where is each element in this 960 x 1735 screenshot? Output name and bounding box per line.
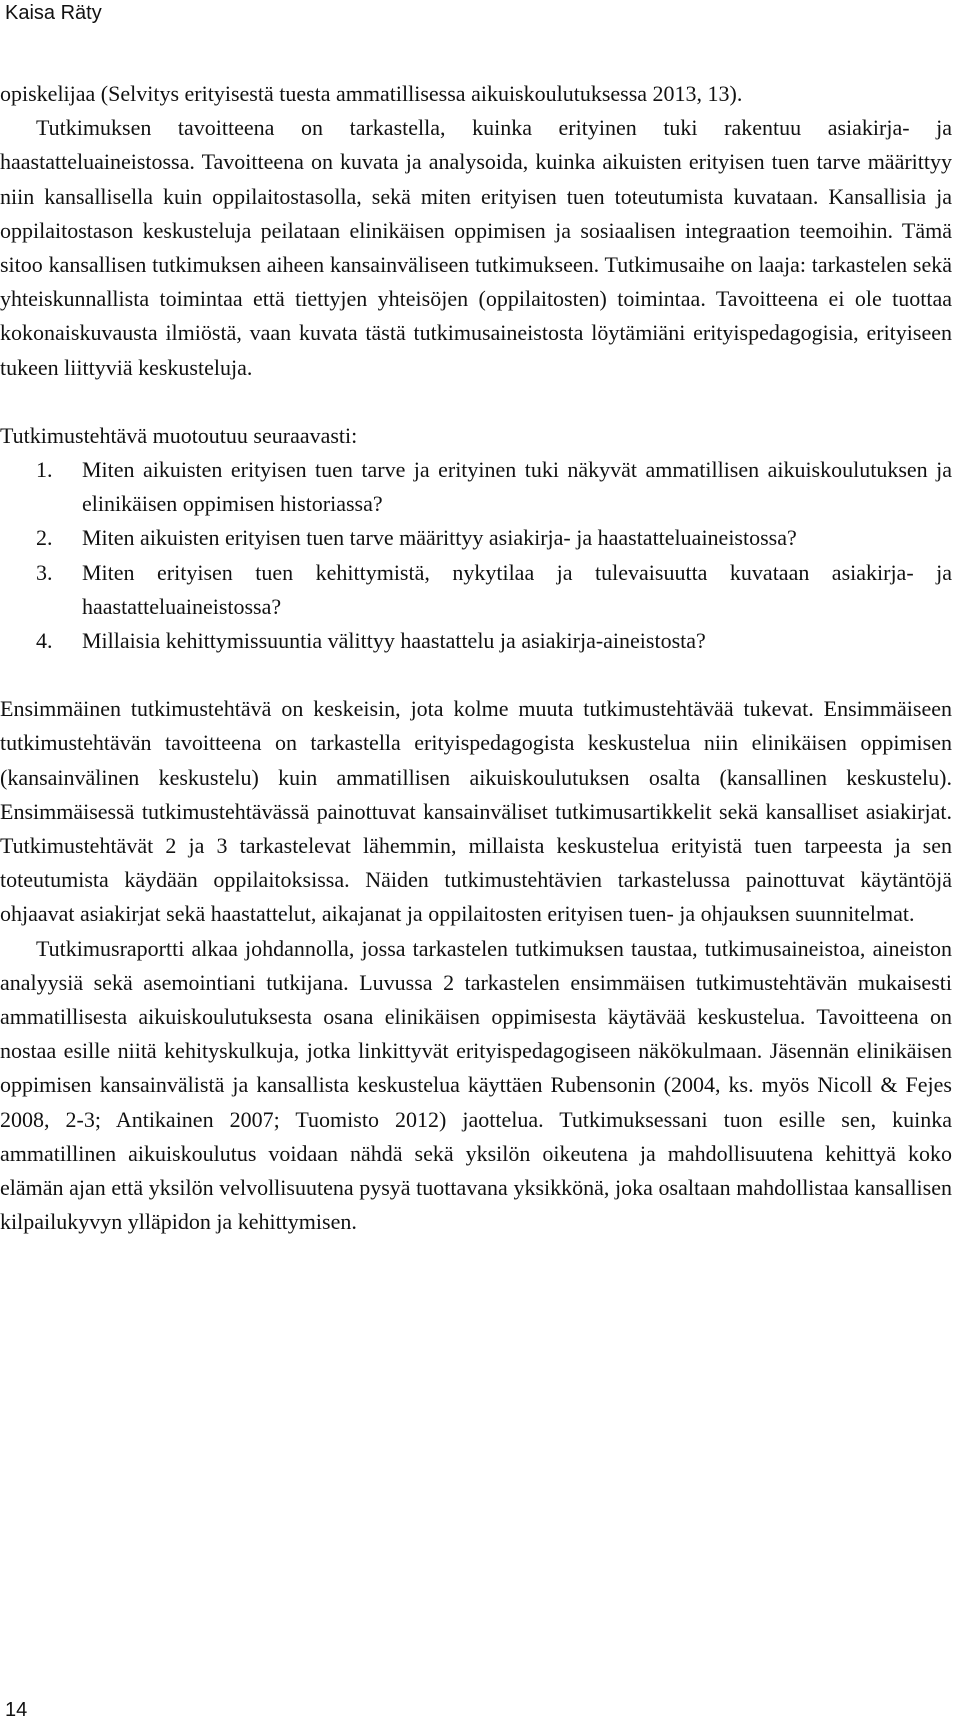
- research-task-item: [36, 521, 952, 555]
- task-number: 2.: [36, 525, 53, 551]
- task-number: 1.: [36, 457, 53, 483]
- task-number: 3.: [36, 559, 53, 585]
- research-task-list: [0, 453, 952, 658]
- page-number: 14: [5, 1699, 28, 1721]
- task-number: 4.: [36, 628, 53, 654]
- task-text: Miten aikuisten erityisen tuen tarve määrittyy asiakirja- ja haastatteluaineistossa?: [82, 525, 797, 551]
- body-text: [0, 77, 952, 1240]
- research-task-item: [36, 624, 952, 658]
- paragraph-primary-task: Ensimmäinen tutkimustehtävä on keskeisin, jota kolme muuta tutkimustehtävää tukevat. Ensimmäiseen tutkimustehtävän tavoitteena on tarkastella erityispedagogista keskustelua niin elinikäisen oppimisen (kansainvälinen keskustelu) kuin ammatillisen aikuiskoulutuksen osalta (kansallinen keskustelu). Ensimmäisessä tutkimustehtävässä painottuvat kansainväliset tutkimusartikkelit sekä kansalliset asiakirjat. Tutkimustehtävät 2 ja 3 tarkastelevat lähemmin, millaista keskustelua erityistä tuen tarpeesta ja sen toteutumista käydään oppilaitoksissa. Näiden tutkimustehtävien tarkastelussa painottuvat käytäntöjä ohjaavat asiakirjat sekä haastattelut, aikajanat ja oppilaitosten erityisen tuen- ja ohjauksen suunnitelmat.: [0, 696, 952, 927]
- research-task-item: [36, 453, 952, 521]
- task-text: Miten erityisen tuen kehittymistä, nykytilaa ja tulevaisuutta kuvataan asiakirja- ja haastatteluaineistossa?: [82, 559, 952, 619]
- paragraph-objectives: Tutkimuksen tavoitteena on tarkastella, kuinka erityinen tuki rakentuu asiakirja- ja haastatteluaineistossa. Tavoitteena on kuvata ja analysoida, kuinka aikuisten erityisen tuen tarve määrittyy niin kansallisella kuin oppilaitostasolla, sekä miten erityisen tuen toteutumista kuvataan. Kansallisia ja oppilaitostason keskusteluja peilataan elinikäisen oppimisen ja sosiaalisen integraation teemoihin. Tämä sitoo kansallisen tutkimuksen aiheen kansainväliseen tutkimukseen. Tutkimusaihe on laaja: tarkastelen sekä yhteiskunnallista toimintaa että tiettyjen yhteisöjen (oppilaitosten) toimintaa. Tavoitteena ei ole tuottaa kokonaiskuvausta ilmiöstä, vaan kuvata tästä tutkimusaineistosta löytämiäni erityispedagogisia, erityiseen tukeen liittyviä keskusteluja.: [0, 115, 952, 380]
- research-task-item: [36, 556, 952, 624]
- task-text: Miten aikuisten erityisen tuen tarve ja erityinen tuki näkyvät ammatillisen aikuiskoulutuksen ja elinikäisen oppimisen historiassa?: [82, 457, 952, 517]
- task-text: Millaisia kehittymissuuntia välittyy haastattelu ja asiakirja-aineistosta?: [82, 628, 706, 654]
- running-head-author: Kaisa Räty: [5, 2, 102, 24]
- tasks-intro: Tutkimustehtävä muotoutuu seuraavasti:: [0, 422, 358, 448]
- paragraph-continuation: opiskelijaa (Selvitys erityisestä tuesta ammatillisessa aikuiskoulutuksessa 2013, 13).: [0, 81, 743, 106]
- paragraph-report-structure: Tutkimusraportti alkaa johdannolla, jossa tarkastelen tutkimuksen taustaa, tutkimusaineistoa, aineiston analyysiä sekä asemointiani tutkijana. Luvussa 2 tarkastelen ensimmäisen tutkimustehtävän mukaisesti ammatillisesta aikuiskoulutuksesta osana elinikäisen oppimisesta käytävää keskustelua. Tavoitteena on nostaa esille niitä kehityskulkuja, jotka linkittyvät erityispedagogiseen näkökulmaan. Jäsennän elinikäisen oppimisen kansainvälistä ja kansallista keskustelua käyttäen Rubensonin (2004, ks. myös Nicoll & Fejes 2008, 2-3; Antikainen 2007; Tuomisto 2012) jaottelua. Tutkimuksessani tuon esille sen, kuinka ammatillinen aikuiskoulutus voidaan nähdä sekä yksilön oikeutena ja mahdollisuutena kehittyä koko elämän ajan että yksilön velvollisuutena pysyä tuottavana yksikkönä, joka osaltaan mahdollistaa kansallisen kilpailukyvyn ylläpidon ja kehittymisen.: [0, 935, 952, 1235]
